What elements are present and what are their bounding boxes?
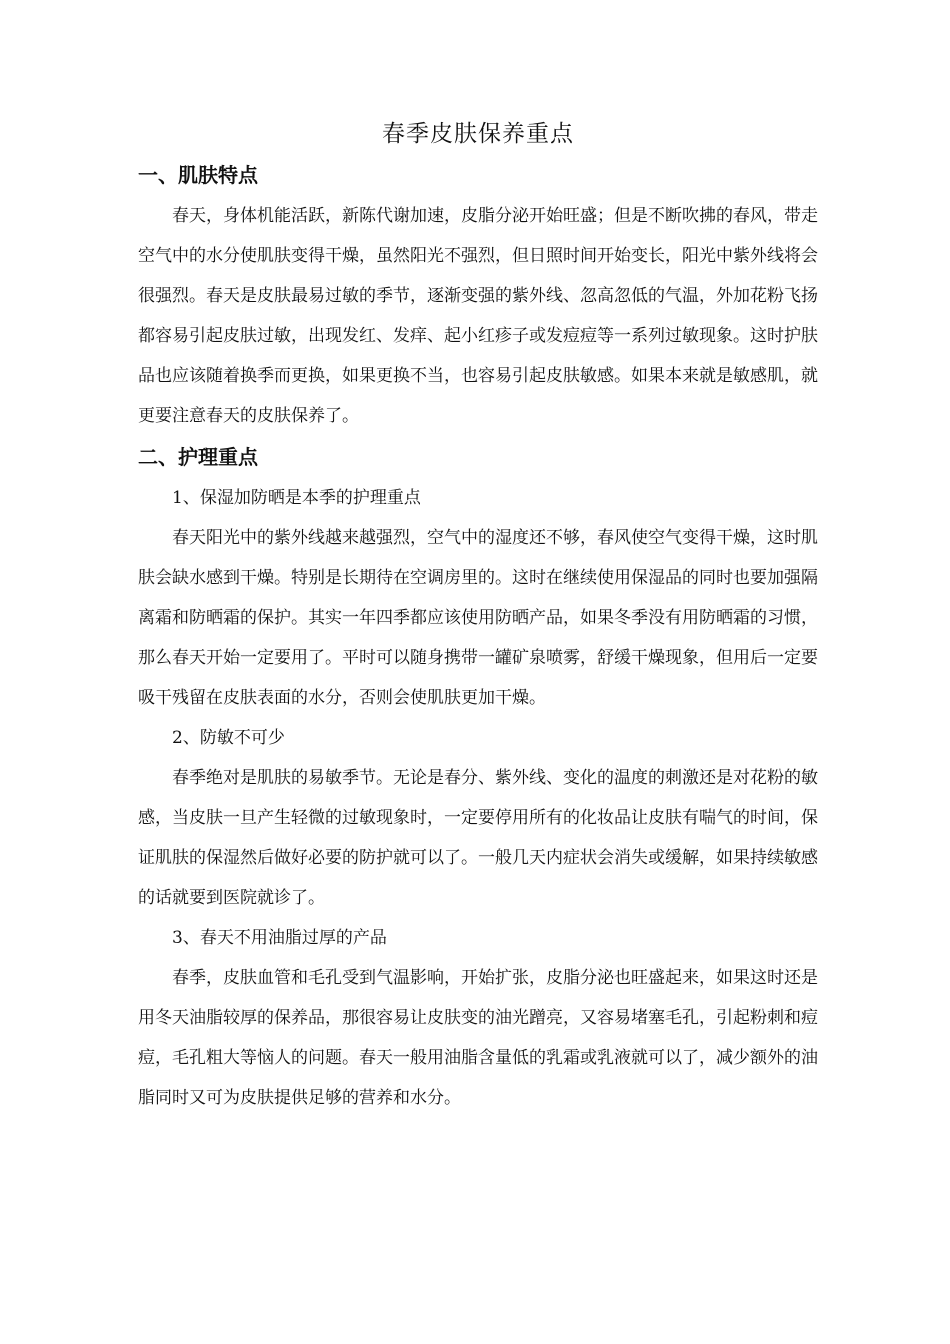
body-paragraph: 春季，皮肤血管和毛孔受到气温影响，开始扩张，皮脂分泌也旺盛起来，如果这时还是用冬天油脂较厚的保养品，那很容易让皮肤变的油光蹭亮，又容易堵塞毛孔，引起粉刺和痘痘，毛孔粗大等恼人的问题。春天一般用油脂含量低的乳霜或乳液就可以了，减少额外的油脂同时又可为皮肤提供足够的营养和水分。 [138,968,818,1108]
document-title: 春季皮肤保养重点 [382,121,574,147]
subsection-title: 3、春天不用油脂过厚的产品 [172,928,387,948]
body-paragraph: 春天，身体机能活跃，新陈代谢加速，皮脂分泌开始旺盛；但是不断吹拂的春风，带走空气中的水分使肌肤变得干燥，虽然阳光不强烈，但日照时间开始变长，阳光中紫外线将会很强烈。春天是皮肤最易过敏的季节，逐渐变强的紫外线、忽高忽低的气温，外加花粉飞扬都容易引起皮肤过敏，出现发红、发痒、起小红疹子或发痘痘等一系列过敏现象。这时护肤品也应该随着换季而更换，如果更换不当，也容易引起皮肤敏感。如果本来就是敏感肌，就更要注意春天的皮肤保养了。 [138,206,818,426]
section-heading-care-points: 二、护理重点 [138,445,258,469]
document-page [138,112,818,1118]
subsection-title: 1、保湿加防晒是本季的护理重点 [172,488,421,508]
body-paragraph: 春天阳光中的紫外线越来越强烈，空气中的湿度还不够，春风使空气变得干燥，这时肌肤会缺水感到干燥。特别是长期待在空调房里的。这时在继续使用保湿品的同时也要加强隔离霜和防晒霜的保护。其实一年四季都应该使用防晒产品，如果冬季没有用防晒霜的习惯，那么春天开始一定要用了。平时可以随身携带一罐矿泉喷雾，舒缓干燥现象，但用后一定要吸干残留在皮肤表面的水分，否则会使肌肤更加干燥。 [138,528,818,708]
subsection-title: 2、防敏不可少 [172,728,285,748]
section-heading-skin-characteristics: 一、肌肤特点 [138,163,258,187]
body-paragraph: 春季绝对是肌肤的易敏季节。无论是春分、紫外线、变化的温度的刺激还是对花粉的敏感，当皮肤一旦产生轻微的过敏现象时，一定要停用所有的化妆品让皮肤有喘气的时间，保证肌肤的保湿然后做好必要的防护就可以了。一般几天内症状会消失或缓解，如果持续敏感的话就要到医院就诊了。 [138,768,818,908]
